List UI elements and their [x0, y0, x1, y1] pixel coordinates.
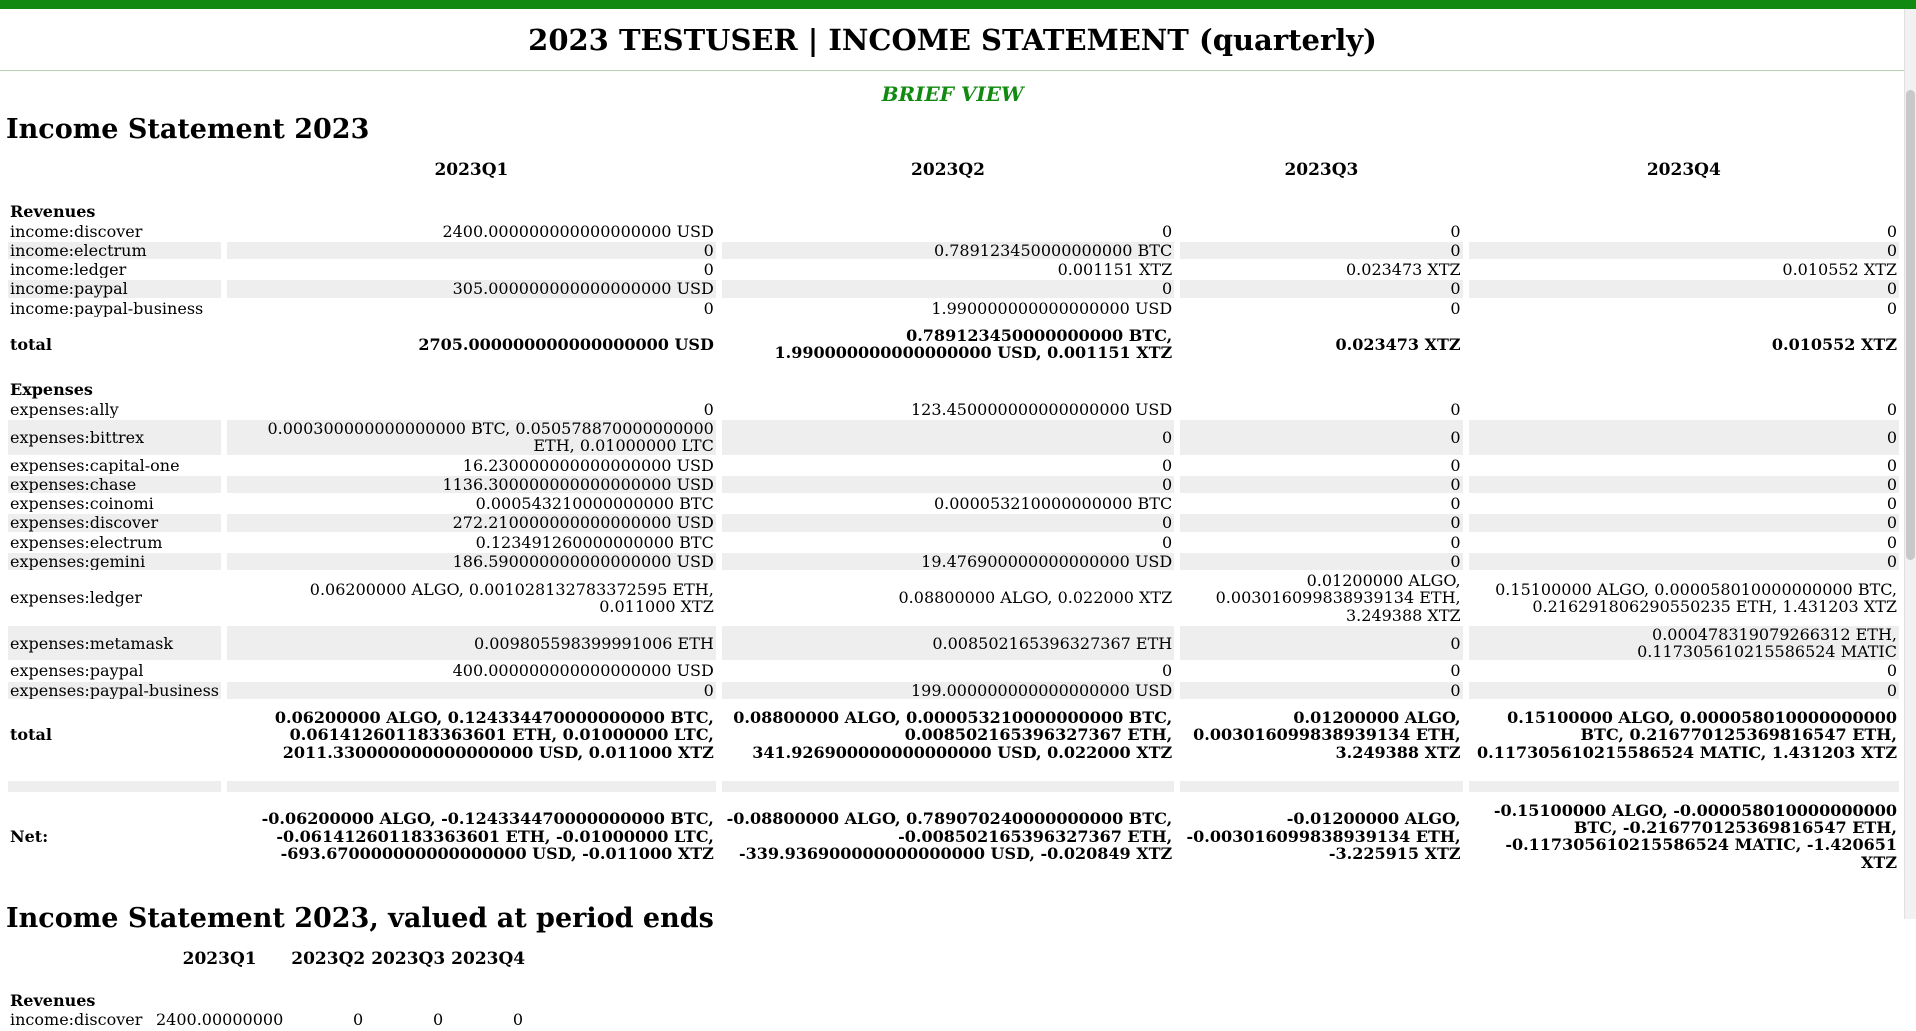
column-header-row: [8, 946, 525, 972]
amount-cell: 0: [1180, 553, 1462, 570]
table-row: [8, 457, 1899, 474]
net-amount-cell: -0.15100000 ALGO, -0.000058010000000000 BTC, -0.216770125369816547 ETH, -0.117305610215586524 MATIC, -1.420651 XTZ: [1493, 800, 1897, 872]
section-header-cell: [1469, 203, 1899, 220]
amount-cell: 0: [1180, 242, 1462, 259]
amount-cell: 0: [1450, 661, 1461, 681]
total-amount-cell: 0.023473 XTZ: [1335, 334, 1461, 354]
account-cell: expenses:bittrex: [8, 420, 221, 455]
amount-cell: 0.000543210000000000 BTC: [475, 494, 714, 514]
table-row: [8, 553, 1899, 570]
account-cell: income:discover: [10, 222, 143, 240]
total-amount-cell: 0.01200000 ALGO, 0.003016099838939134 ETH, 3.249388 XTZ: [1193, 708, 1461, 762]
total-label-cell: total: [10, 725, 52, 745]
table-row: [8, 682, 1899, 699]
account-cell: expenses:ally: [10, 400, 119, 419]
column-header-2023q3: 2023Q3: [1284, 160, 1359, 180]
vertical-scrollbar[interactable]: [1904, 9, 1916, 919]
amount-cell: 1.990000000000000000 USD: [931, 298, 1173, 318]
amount-cell: 0: [722, 476, 1174, 493]
column-header-2023q1: 2023Q1: [434, 160, 509, 180]
amount-cell: 0: [1886, 494, 1897, 514]
amount-cell: 186.590000000000000000 USD: [227, 553, 716, 570]
amount-cell: 0.01200000 ALGO, 0.003016099838939134 ETH, 3.249388 XTZ: [1215, 571, 1461, 625]
total-amount-cell: 0.08800000 ALGO, 0.000053210000000000 BTC, 0.008502165396327367 ETH, 341.926900000000000000 USD, 0.022000 XTZ: [733, 708, 1173, 762]
amount-cell: 0: [1469, 553, 1899, 570]
account-cell: income:electrum: [8, 242, 221, 259]
amount-cell: 0.000053210000000000 BTC: [933, 494, 1173, 514]
amount-cell: 0: [1180, 280, 1462, 297]
amount-cell: 0: [1162, 455, 1173, 475]
table-row: [8, 300, 1899, 317]
table-row: [8, 420, 1899, 455]
section-header-cell: [371, 992, 445, 1009]
total-amount-cell: 2705.000000000000000000 USD: [418, 334, 714, 354]
section-header-cell: [1180, 381, 1462, 398]
column-header-spacer: [8, 157, 221, 183]
amount-cell: 0: [1450, 298, 1461, 318]
amount-cell: 0.15100000 ALGO, 0.000058010000000000 BTC, 0.216291806290550235 ETH, 1.431203 XTZ: [1495, 579, 1897, 617]
table-row: [8, 261, 1899, 278]
amount-cell: 0: [1162, 221, 1173, 241]
amount-cell: 0: [227, 242, 716, 259]
amount-cell: 0: [1180, 420, 1462, 455]
amount-cell: 0: [1469, 514, 1899, 531]
section-header-row: [8, 203, 1899, 220]
amount-cell: 2400.000000000000000000 USD: [442, 221, 714, 241]
amount-cell: 0: [722, 280, 1174, 297]
amount-cell: 0: [703, 399, 714, 419]
amount-cell: 0: [1180, 682, 1462, 699]
section-header-cell: [291, 992, 365, 1009]
gap-row: [8, 185, 1899, 201]
account-cell: expenses:gemini: [8, 553, 221, 570]
amount-cell: 400.000000000000000000 USD: [452, 661, 714, 681]
amount-cell: 305.000000000000000000 USD: [227, 280, 716, 297]
account-cell: expenses:ledger: [10, 588, 142, 608]
amount-cell: 199.000000000000000000 USD: [722, 682, 1174, 699]
account-cell: expenses:capital-one: [10, 456, 180, 474]
amount-cell: 0: [227, 682, 716, 699]
section-header-cell: [227, 381, 716, 398]
section-header-cell: [1180, 203, 1462, 220]
account-cell: income:paypal: [8, 280, 221, 297]
total-amount-cell: 0.15100000 ALGO, 0.000058010000000000 BTC, 0.216770125369816547 ETH, 0.117305610215586524 MATIC, 1.431203 XTZ: [1477, 708, 1897, 762]
amount-cell: 0.010552 XTZ: [1782, 260, 1897, 280]
account-cell: expenses:discover: [8, 514, 221, 531]
page-title: 2023 TESTUSER | INCOME STATEMENT (quarterly): [528, 23, 1377, 57]
table-row: [8, 401, 1899, 418]
section-header-cell: [451, 992, 525, 1009]
amount-cell: 0: [703, 260, 714, 280]
account-cell: income:discover: [10, 1011, 143, 1029]
valued-statement-heading: Income Statement 2023, valued at period ends: [6, 902, 714, 934]
section-header-cell: [1469, 381, 1899, 398]
amount-cell: 2400.00000000: [156, 1010, 284, 1030]
amount-cell: 0.001151 XTZ: [1057, 260, 1173, 280]
view-subtitle: BRIEF VIEW: [881, 82, 1024, 106]
net-row: [8, 794, 1899, 871]
net-spacer-row: [8, 781, 1899, 792]
table-row: [8, 662, 1899, 679]
section-label: Revenues: [10, 202, 96, 222]
amount-cell: 0: [1469, 420, 1899, 455]
net-label-cell: Net:: [10, 826, 49, 846]
amount-cell: 272.210000000000000000 USD: [227, 514, 716, 531]
table-row: [8, 242, 1899, 259]
table-row: [8, 534, 1899, 551]
amount-cell: 0.009805598399991006 ETH: [227, 626, 716, 661]
amount-cell: 0.000478319079266312 ETH, 0.117305610215586524 MATIC: [1469, 626, 1899, 661]
spacer-cell: [1180, 781, 1462, 792]
amount-cell: 0: [722, 514, 1174, 531]
account-cell: expenses:chase: [8, 476, 221, 493]
table-row: [8, 223, 1899, 240]
section-header-cell: [227, 203, 716, 220]
amount-cell: 0: [432, 1010, 444, 1030]
income-statement-table: [2, 155, 1905, 873]
section-header-cell: [154, 992, 285, 1009]
table-row: [8, 572, 1899, 624]
account-cell: expenses:electrum: [10, 533, 163, 551]
amount-cell: 0: [1886, 532, 1897, 552]
column-header-row: [8, 157, 1899, 183]
amount-cell: 0: [1162, 661, 1173, 681]
total-amount-cell: 0.06200000 ALGO, 0.124334470000000000 BTC, 0.061412601183363601 ETH, 0.01000000 LTC, 2011.330000000000000000 USD, 0.011000 XTZ: [274, 708, 714, 762]
amount-cell: 0: [353, 1010, 364, 1030]
column-header-2023q4: 2023Q4: [451, 948, 526, 969]
total-row: [8, 701, 1899, 761]
table-row: [8, 495, 1899, 512]
section-header-row: [8, 381, 1899, 398]
table-row: [8, 1011, 525, 1028]
total-amount-cell: 0.010552 XTZ: [1771, 334, 1897, 354]
account-cell: expenses:paypal-business: [10, 681, 219, 699]
statement-heading: Income Statement 2023: [6, 114, 370, 145]
gap-row: [8, 974, 525, 990]
amount-cell: 0: [1450, 455, 1461, 475]
spacer-cell: [227, 781, 716, 792]
total-amount-cell: 0.789123450000000000 BTC, 1.990000000000000000 USD, 0.001151 XTZ: [774, 325, 1173, 363]
gap-row: [8, 363, 1899, 379]
scrollbar-thumb[interactable]: [1906, 90, 1915, 560]
column-header-2023q2: 2023Q2: [291, 948, 366, 969]
section-header-cell: [722, 381, 1174, 398]
section-header-cell: [722, 203, 1174, 220]
column-header-2023q3: 2023Q3: [371, 948, 446, 969]
table-row: [8, 514, 1899, 531]
gap-row: [8, 763, 1899, 779]
amount-cell: 0: [1450, 221, 1461, 241]
spacer-cell: [8, 781, 221, 792]
amount-cell: 0: [1886, 399, 1897, 419]
column-header-spacer: [8, 946, 148, 972]
amount-cell: 0.08800000 ALGO, 0.022000 XTZ: [898, 588, 1173, 608]
amount-cell: 0: [1469, 682, 1899, 699]
valued-statement-table: [2, 944, 531, 1031]
amount-cell: 0: [1886, 455, 1897, 475]
amount-cell: 0.123491260000000000 BTC: [475, 532, 714, 552]
total-label-cell: total: [10, 334, 52, 354]
column-header-2023q1: 2023Q1: [182, 948, 257, 969]
table-row: [8, 626, 1899, 661]
account-cell: expenses:coinomi: [10, 495, 154, 513]
section-header-row: [8, 992, 525, 1009]
account-cell: income:ledger: [10, 261, 127, 279]
amount-cell: 0: [1469, 476, 1899, 493]
net-amount-cell: -0.01200000 ALGO, -0.003016099838939134 ETH, -3.225915 XTZ: [1186, 809, 1461, 863]
section-label: Revenues: [10, 991, 96, 1011]
table-row: [8, 476, 1899, 493]
amount-cell: 0.023473 XTZ: [1346, 260, 1461, 280]
amount-cell: 0.000300000000000000 BTC, 0.050578870000000000 ETH, 0.01000000 LTC: [227, 420, 716, 455]
spacer-cell: [1469, 781, 1899, 792]
amount-cell: 0: [512, 1010, 524, 1030]
amount-cell: 0: [1886, 298, 1897, 318]
amount-cell: 0.008502165396327367 ETH: [722, 626, 1174, 661]
amount-cell: 0: [722, 420, 1174, 455]
amount-cell: 0: [1469, 242, 1899, 259]
account-cell: expenses:metamask: [8, 626, 221, 661]
spacer-cell: [722, 781, 1174, 792]
table-row: [8, 280, 1899, 297]
net-amount-cell: -0.06200000 ALGO, -0.124334470000000000 BTC, -0.061412601183363601 ETH, -0.01000000 LTC, -693.670000000000000000 USD, -0.011000 XTZ: [261, 809, 714, 863]
section-label: Expenses: [10, 380, 93, 400]
amount-cell: 0: [1886, 221, 1897, 241]
amount-cell: 0: [1180, 626, 1462, 661]
amount-cell: 0: [1450, 399, 1461, 419]
amount-cell: 1136.300000000000000000 USD: [227, 476, 716, 493]
column-header-2023q2: 2023Q2: [911, 160, 985, 180]
amount-cell: 123.450000000000000000 USD: [911, 399, 1173, 419]
amount-cell: 0.789123450000000000 BTC: [722, 242, 1174, 259]
amount-cell: 0: [1162, 532, 1173, 552]
amount-cell: 16.230000000000000000 USD: [462, 455, 714, 475]
title-divider: [0, 70, 1905, 71]
amount-cell: 0: [1469, 280, 1899, 297]
amount-cell: 19.476900000000000000 USD: [722, 553, 1174, 570]
account-cell: income:paypal-business: [10, 299, 204, 317]
amount-cell: 0: [1450, 494, 1461, 514]
amount-cell: 0: [703, 298, 714, 318]
net-amount-cell: -0.08800000 ALGO, 0.789070240000000000 BTC, -0.008502165396327367 ETH, -339.936900000000000000 USD, -0.020849 XTZ: [726, 809, 1173, 863]
top-accent-bar: [0, 0, 1916, 9]
amount-cell: 0: [1180, 514, 1462, 531]
total-row: [8, 319, 1899, 362]
amount-cell: 0: [1886, 661, 1897, 681]
column-header-2023q4: 2023Q4: [1646, 160, 1721, 180]
account-cell: expenses:paypal: [10, 662, 144, 680]
amount-cell: 0.06200000 ALGO, 0.001028132783372595 ETH, 0.011000 XTZ: [309, 579, 714, 617]
amount-cell: 0: [1180, 476, 1462, 493]
amount-cell: 0: [1450, 532, 1461, 552]
